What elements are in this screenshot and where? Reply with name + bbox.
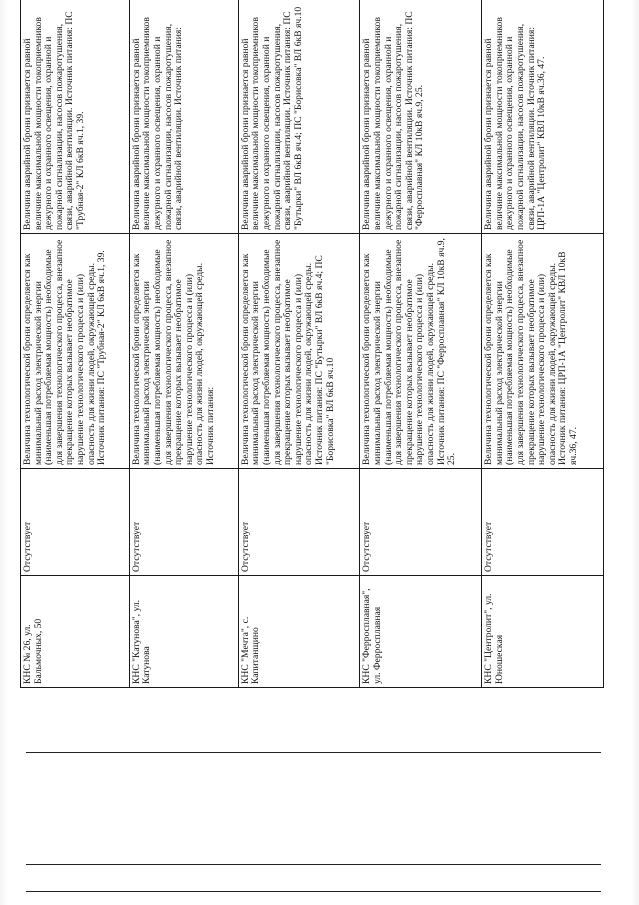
status-text: Отсутствует (22, 521, 33, 572)
station-name-cell (129, 576, 238, 688)
station-name: КНС "Центролит", ул. Юношеская (483, 593, 505, 684)
tech-reserve-cell (482, 234, 604, 469)
emergency-reserve-cell (360, 0, 482, 234)
status-cell (360, 469, 482, 576)
emergency-reserve-cell (238, 0, 360, 234)
tech-reserve-text: Величина технологической брони определяется как минимальный расход электрической энергии (наименьшая потребляемая мощность) необходимые для завершения технологического процесса, внезапное прекращение которых вызывает необратимое нарушение технологического процесса и (или) опасность для жизни людей, окружающей среды. Источник питания: ПС "Трубная-2" КЛ 6кВ яч.1, 39. (22, 239, 108, 465)
status-cell (129, 469, 238, 576)
emergency-reserve-text: Величина аварийной брони признается равной величине максимальной мощности токоприемников дежурного и охранного освещения, охранной и пожарной сигнализации, насосов пожаротушения, связи, аварийной вентиляции. Источник питания: ПС "Бутырки" ВЛ 6кВ яч.4; ПС "Борисовка" ВЛ 6кВ яч.10 (239, 6, 304, 230)
table-row (21, 0, 130, 688)
station-name: КНС "Ферросплавная", ул. Ферросплавная (361, 588, 384, 684)
status-text: Отсутствует (361, 521, 373, 572)
tech-reserve-cell (238, 234, 360, 469)
tech-reserve-cell (21, 234, 130, 469)
horizontal-rule (26, 752, 601, 753)
tech-reserve-text: Величина технологической брони определяется как минимальный расход электрической энергии (наименьшая потребляемая мощность) необходимые для завершения технологического процесса, внезапное прекращение которых вызывает необратимое нарушение технологического процесса и (или) опасность для жизни людей, окружающей среды. Источник питания: ЦРП-1А "Центролит" КВЛ 10кВ яч.36, 47. (483, 239, 579, 465)
station-name: КНС № 26, ул. Бальмочных, 50 (22, 618, 44, 684)
station-name: КНС "Катунова", ул. Катунова (130, 599, 153, 684)
emergency-reserve-text: Величина аварийной брони признается равной величине максимальной мощности токоприемников дежурного и охранного освещения, охранной и пожарной сигнализации, насосов пожаротушения, связи, аварийной вентиляции. Источник питания: ПС "Ферросплавная" КЛ 10кВ яч.9, 25. (361, 11, 426, 230)
table-row (482, 0, 604, 688)
status-cell (21, 469, 130, 576)
emergency-reserve-text: Величина аварийной брони признается равной величине максимальной мощности токоприемников дежурного и охранного освещения, охранной и пожарной сигнализации, насосов пожаротушения, связи, аварийной вентиляции. Источник питания: (130, 17, 185, 230)
station-name-cell (482, 576, 604, 688)
horizontal-rule (26, 891, 601, 892)
tech-reserve-cell (129, 234, 238, 469)
emergency-reserve-text: Величина аварийной брони признается равной величине максимальной мощности токоприемников дежурного и охранного освещения, охранной и пожарной сигнализации, насосов пожаротушения, связи, аварийной вентиляции. Источник питания: ПС "Трубная-2" КЛ 6кВ яч.1, 39. (22, 11, 86, 230)
tech-reserve-cell (360, 234, 482, 469)
tech-reserve-text: Величина технологической брони определяется как минимальный расход электрической энергии (наименьшая потребляемая мощность) необходимые для завершения технологического процесса, внезапное прекращение которых вызывает необратимое нарушение технологического процесса и (или) опасность для жизни людей, окружающей среды. Источник питания: ПС "Бутырки" ВЛ 6кВ яч.4; ПС "Борисовка" ВЛ 6кВ яч.10 (239, 239, 336, 465)
table-row (360, 0, 482, 688)
emergency-reserve-cell (129, 0, 238, 234)
emergency-reserve-text: Величина аварийной брони признается равной величине максимальной мощности токоприемников дежурного и охранного освещения, охранной и пожарной сигнализации, насосов пожаротушения, связи, аварийной вентиляции. Источник питания: ЦРП-1А "Центролит" КВЛ 10кВ яч.36, 47. (483, 17, 548, 230)
emergency-reserve-cell (21, 0, 130, 234)
table-row (238, 0, 360, 688)
status-text: Отсутствует (483, 521, 495, 572)
horizontal-rule (26, 864, 601, 865)
status-text: Отсутствует (130, 521, 142, 572)
tech-reserve-text: Величина технологической брони определяется как минимальный расход электрической энергии (наименьшая потребляемая мощность) необходимые для завершения технологического процесса, внезапное прекращение которых вызывает необратимое нарушение технологического процесса и (или) опасность для жизни людей, окружающей среды. Источник питания: (130, 239, 217, 465)
status-cell (482, 469, 604, 576)
station-name-cell (360, 576, 482, 688)
emergency-reserve-cell (482, 0, 604, 234)
reserve-table (20, 0, 604, 688)
station-name-cell (238, 576, 360, 688)
rotated-table-container (20, 6, 604, 688)
station-name-cell (21, 576, 130, 688)
table-row (129, 0, 238, 688)
status-cell (238, 469, 360, 576)
tech-reserve-text: Величина технологической брони определяется как минимальный расход электрической энергии (наименьшая потребляемая мощность) необходимые для завершения технологического процесса, внезапное прекращение которых вызывает необратимое нарушение технологического процесса и (или) опасность для жизни людей, окружающей среды. Источник питания: ПС "Ферросплавная" КЛ 10кВ яч.9, 25. (361, 238, 458, 465)
status-text: Отсутствует (239, 521, 251, 572)
station-name: КНС "Мечта", с. Капитанщино (239, 616, 262, 684)
